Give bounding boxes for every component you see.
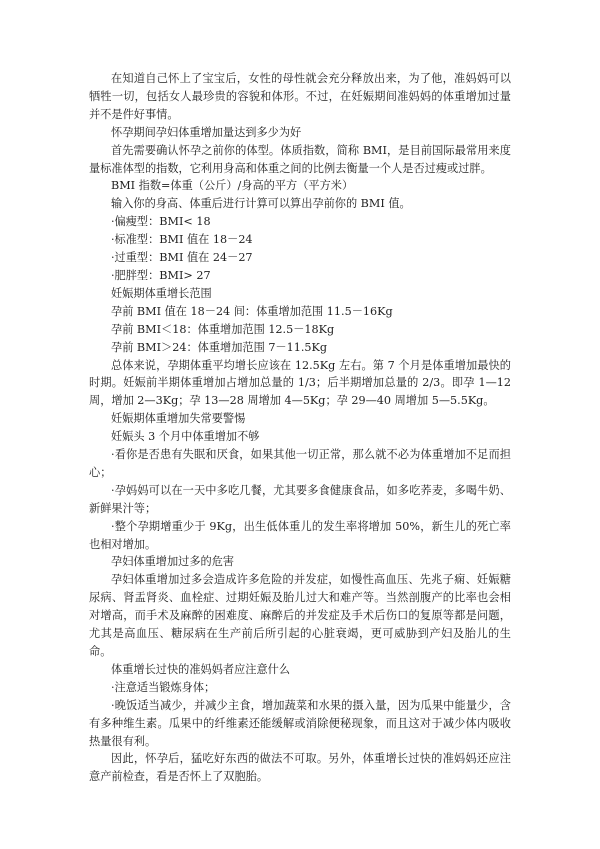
gain-range-overweight: 孕前 BMI＞24：体重增加范围 7－11.5Kg [111,340,328,354]
subheading-insufficient-gain: 妊娠头 3 个月中体重增加不够 [111,430,260,444]
section-heading-gain-range: 妊娠期体重增长范围 [111,286,212,300]
bmi-category-normal: ·标准型：BMI 值在 18－24 [111,233,253,247]
bmi-category-underweight: ·偏瘦型：BMI< 18 [111,215,211,229]
bmi-category-obese: ·肥胖型：BMI> 27 [111,268,211,282]
bmi-instruction: 输入你的身高、体重后进行计算可以算出孕前你的 BMI 值。 [111,197,411,211]
section-heading-abnormal-gain: 妊娠期体重增加失常要警惕 [111,412,246,426]
intro-paragraph: 在知道自己怀上了宝宝后，女性的母性就会充分释放出来，为了他，准妈妈可以牺牲一切，包括女人最珍贵的容貌和体形。不过，在妊娠期间准妈妈的体重增加过量并不是件好事情。 [89,72,511,121]
gain-range-underweight: 孕前 BMI＜18：体重增加范围 12.5－18Kg [111,322,335,336]
gain-range-normal: 孕前 BMI 值在 18－24 间：体重增加范围 11.5－16Kg [111,304,393,318]
conclusion-paragraph: 因此，怀孕后，猛吃好东西的做法不可取。另外，体重增长过快的准妈妈还应注意产前检查，看是否怀上了双胞胎。 [89,752,511,784]
insufficient-gain-tip-2: ·孕妈妈可以在一天中多吃几餐，尤其要多食健康食品，如多吃荞麦，多喝牛奶、新鲜果汁等； [89,483,511,515]
bmi-category-overweight: ·过重型：BMI 值在 24－27 [111,251,253,265]
insufficient-gain-tip-3: ·整个孕期增重少于 9Kg，出生低体重儿的发生率将增加 50%，新生儿的死亡率也相对增加。 [89,519,511,551]
section-heading-weight-target: 怀孕期间孕妇体重增加量达到多少为好 [111,125,302,139]
fast-gain-tip-2: ·晚饭适当减少，并减少主食，增加蔬菜和水果的摄入量，因为瓜果中能量少，含有多种维生素。瓜果中的纤维素还能缓解或消除便秘现象，而且这对于减少体内吸收热量很有利。 [89,698,511,748]
excess-gain-risks-paragraph: 孕妇体重增加过多会造成许多危险的并发症，如慢性高血压、先兆子痫、妊娠糖尿病、肾盂肾炎、血栓症、过期妊娠及胎儿过大和难产等。当然剖腹产的比率也会相对增高，而手术及麻醉的困难度、麻醉后的并发症及手术后伤口的复原等都是问题，尤其是高血压、糖尿病在生产前后所引起的心脏衰竭，更可威胁到产妇及胎儿的生命。 [89,573,511,658]
fast-gain-tip-1: ·注意适当锻炼身体； [111,680,216,694]
insufficient-gain-tip-1: ·看你是否患有失眠和厌食，如果其他一切正常，那么就不必为体重增加不足而担心； [89,448,511,479]
section-heading-fast-gain-advice: 体重增长过快的准妈妈者应注意什么 [111,662,291,676]
document-body [89,70,511,786]
section-heading-excess-gain-risks: 孕妇体重增加过多的危害 [111,555,235,569]
bmi-formula: BMI 指数=体重（公斤）/身高的平方（平方米） [111,179,354,193]
gain-summary-paragraph: 总体来说，孕期体重平均增长应该在 12.5Kg 左右。第 7 个月是体重增加最快的时期。妊娠前半期体重增加占增加总量的 1/3；后半期增加总量的 2/3。即孕 1—12 周，增加 2—3Kg；孕 13—28 周增加 4—5Kg；孕 29—40 周增加 5—5.5Kg。 [89,358,511,408]
bmi-explanation-paragraph: 首先需要确认怀孕之前你的体型。体质指数，简称 BMI，是目前国际最常用来度量标准体型的指数，它利用身高和体重之间的比例去衡量一个人是否过瘦或过胖。 [89,143,511,175]
